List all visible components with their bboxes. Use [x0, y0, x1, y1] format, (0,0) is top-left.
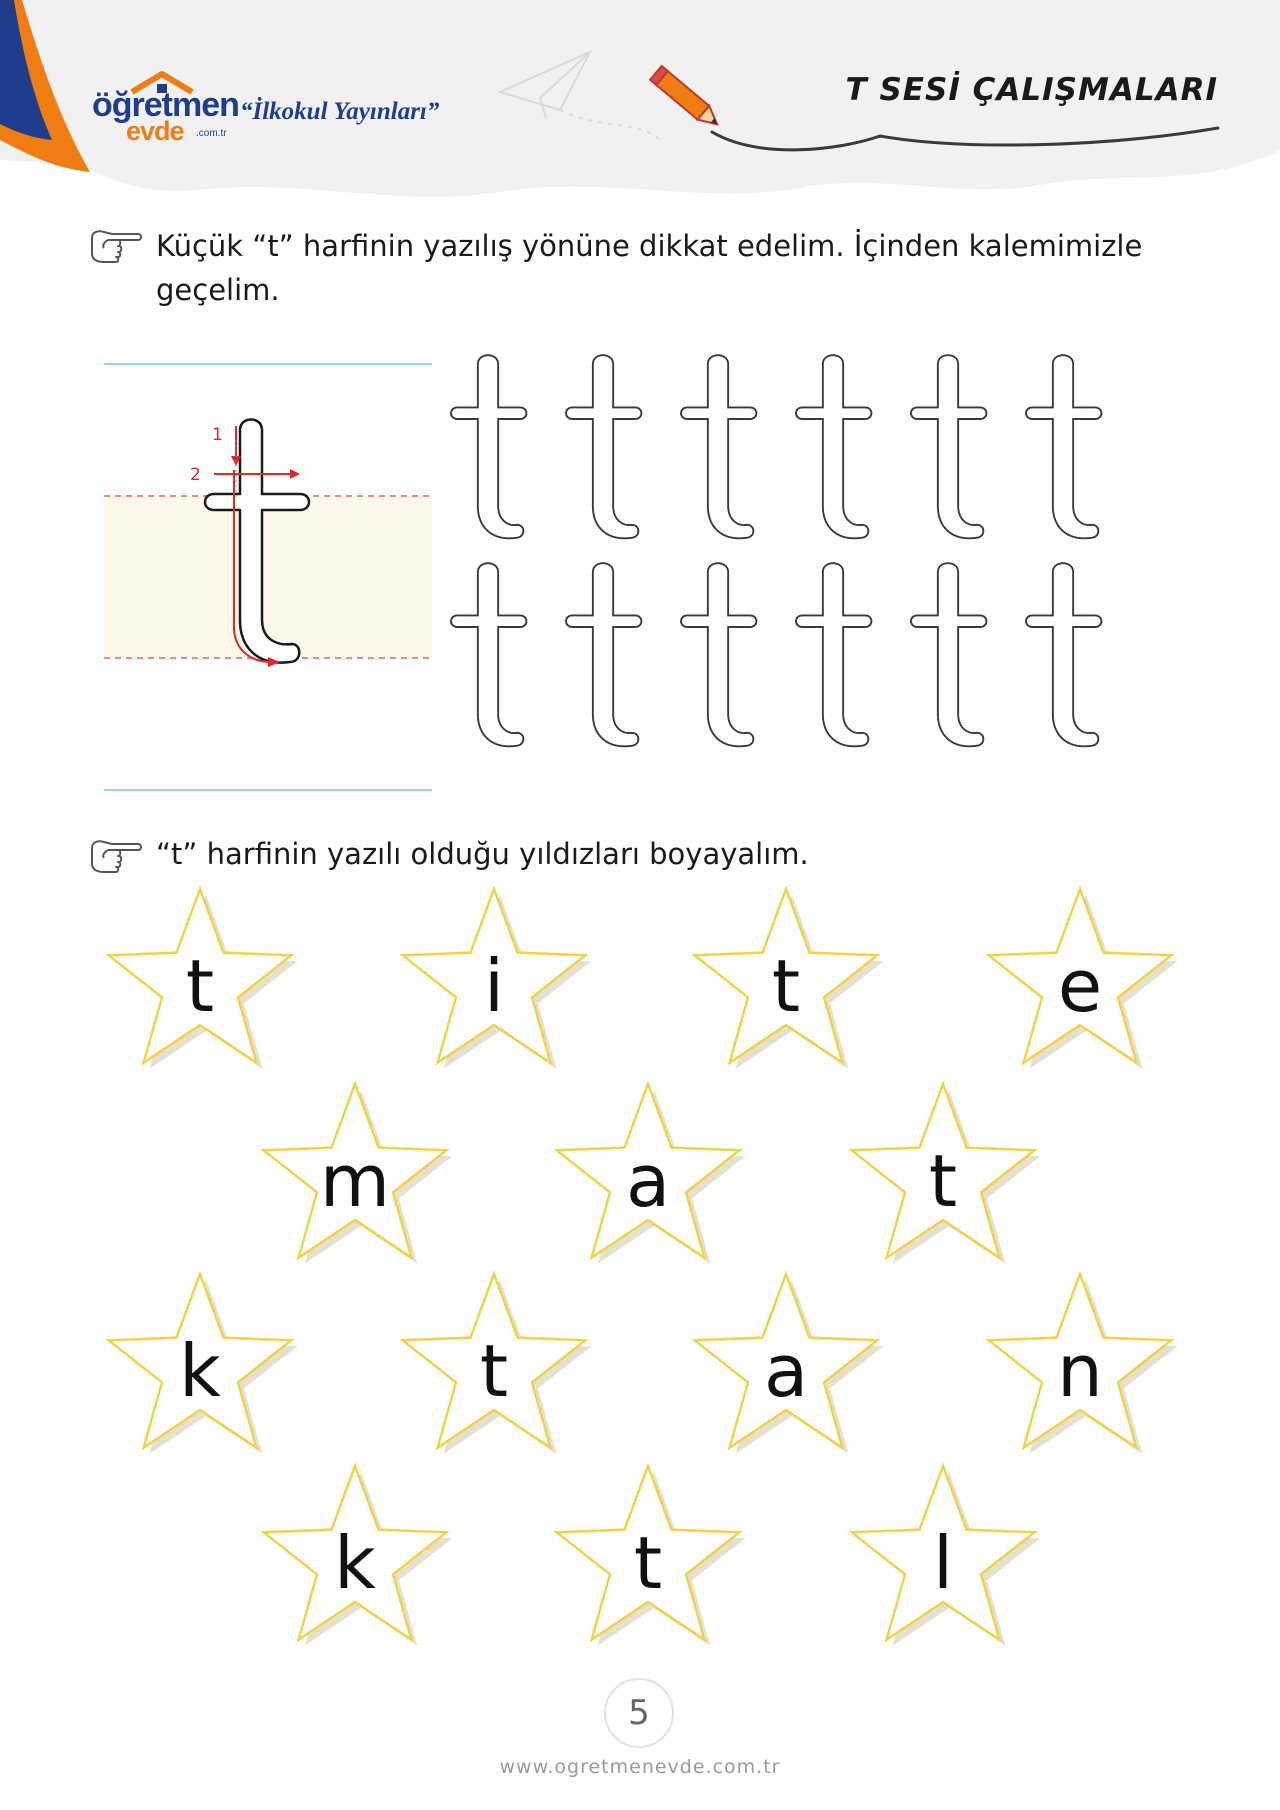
star-letter: k [179, 1329, 221, 1413]
star-letter: k [334, 1521, 376, 1605]
guide-middle-band [104, 496, 432, 658]
publisher-name: “İlkokul Yayınları” [240, 98, 440, 125]
star-letter: t [633, 1521, 663, 1605]
instruction-stars: “t” harfinin yazılı olduğu yıldızları boyayalım. [156, 837, 809, 871]
logo-domain: .com.tr [196, 128, 227, 139]
star-letter: n [1057, 1329, 1103, 1413]
star-item[interactable] [264, 1466, 453, 1646]
star-item[interactable] [695, 1274, 884, 1454]
trace-letter-t [566, 355, 641, 538]
star-letter: m [319, 1139, 391, 1223]
tracing-area [0, 340, 1280, 800]
trace-letter-t [911, 563, 986, 746]
star-letter: t [771, 944, 801, 1028]
star-letter: e [1057, 944, 1103, 1028]
page-number: 5 [604, 1678, 674, 1748]
star-item[interactable] [403, 1274, 592, 1454]
trace-letter-t [566, 563, 641, 746]
instruction-trace-line2: geçelim. [156, 273, 280, 307]
star-item[interactable] [989, 1274, 1178, 1454]
star-letter: t [479, 1329, 509, 1413]
star-letter: a [763, 1329, 809, 1413]
instruction-trace-line1: Küçük “t” harfinin yazılış yönüne dikkat edelim. İçinden kalemimizle [156, 229, 1143, 263]
trace-letter-t [1026, 355, 1101, 538]
star-item[interactable] [403, 889, 592, 1069]
star-letter: i [483, 944, 505, 1028]
trace-letter-t [681, 355, 756, 538]
star-item[interactable] [695, 889, 884, 1069]
trace-letter-t [681, 563, 756, 746]
star-item[interactable] [109, 889, 298, 1069]
page-title: T SESİ ÇALIŞMALARI [845, 72, 1218, 108]
trace-letter-t [796, 355, 871, 538]
trace-letters [451, 355, 1101, 746]
star-letter: l [932, 1521, 954, 1605]
trace-letter-t [451, 355, 526, 538]
pointing-hand-icon [88, 224, 142, 266]
star-item[interactable] [852, 1084, 1041, 1264]
trace-letter-t [796, 563, 871, 746]
star-item[interactable] [264, 1084, 453, 1264]
star-grid [0, 870, 1280, 1660]
logo-text: öğretmen [92, 86, 239, 124]
trace-letter-t [451, 563, 526, 746]
star-letter: a [625, 1139, 671, 1223]
logo-subtext: evde [126, 116, 184, 146]
star-item[interactable] [557, 1084, 746, 1264]
footer-url: www.ogretmenevde.com.tr [499, 1756, 781, 1778]
star-item[interactable] [557, 1466, 746, 1646]
trace-letter-t [1026, 563, 1101, 746]
star-item[interactable] [109, 1274, 298, 1454]
instruction-trace [156, 224, 1156, 312]
star-letter: t [928, 1139, 958, 1223]
star-letter: t [185, 944, 215, 1028]
stroke-step-2-label: 2 [190, 465, 201, 485]
stroke-step-1-label: 1 [212, 425, 223, 445]
star-item[interactable] [852, 1466, 1041, 1646]
star-item[interactable] [989, 889, 1178, 1069]
trace-letter-t [911, 355, 986, 538]
